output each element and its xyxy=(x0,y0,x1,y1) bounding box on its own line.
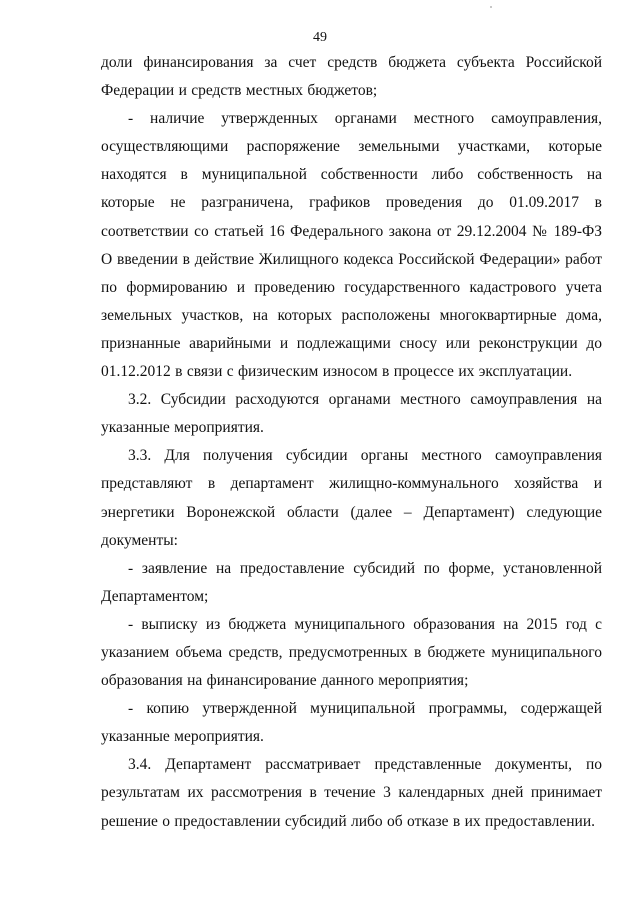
page-number: 49 xyxy=(313,30,327,45)
document-body xyxy=(101,49,602,836)
paragraph-3-4: 3.4. Департамент рассматривает представленные документы, по результатам их рассмотрения в течение 3 календарных дней принимает решение о предоставлении субсидий либо об отказе в их предоставлении. xyxy=(101,756,602,830)
paragraph-land-plots: - наличие утвержденных органами местного самоуправления, осуществляющими распоряжение земельными участками, которые находятся в муниципальной собственности либо собственность на которые не разграничена, графиков проведения до 01.09.2017 в соответствии со статьей 16 Федерального закона от 29.12.2004 № 189-ФЗ О введении в действие Жилищного кодекса Российской Федерации» работ по формированию и проведению государственного кадастрового учета земельных участков, на которых расположены многоквартирные дома, признанные аварийными и подлежащими сносу или реконструкции до 01.12.2012 в связи с физическим износом в процессе их эксплуатации. xyxy=(101,110,602,381)
paragraph-3-2: 3.2. Субсидии расходуются органами местного самоуправления на указанные мероприятия. xyxy=(101,391,602,437)
list-item-program-copy: - копию утвержденной муниципальной программы, содержащей указанные мероприятия. xyxy=(101,700,602,746)
scan-mark xyxy=(490,6,492,8)
list-item-budget-extract: - выписку из бюджета муниципального образования на 2015 год с указанием объема средств, предусмотренных в бюджете муниципального образования на финансирование данного мероприятия; xyxy=(101,615,602,690)
paragraph-3-3: 3.3. Для получения субсидии органы местного самоуправления представляют в департамент жилищно-коммунального хозяйства и энергетики Воронежской области (далее – Департамент) следующие документы: xyxy=(101,447,602,549)
paragraph-continuation: доли финансирования за счет средств бюджета субъекта Российской Федерации и средств местных бюджетов; xyxy=(101,54,602,100)
list-item-application: - заявление на предоставление субсидий по форме, установленной Департаментом; xyxy=(101,559,602,605)
